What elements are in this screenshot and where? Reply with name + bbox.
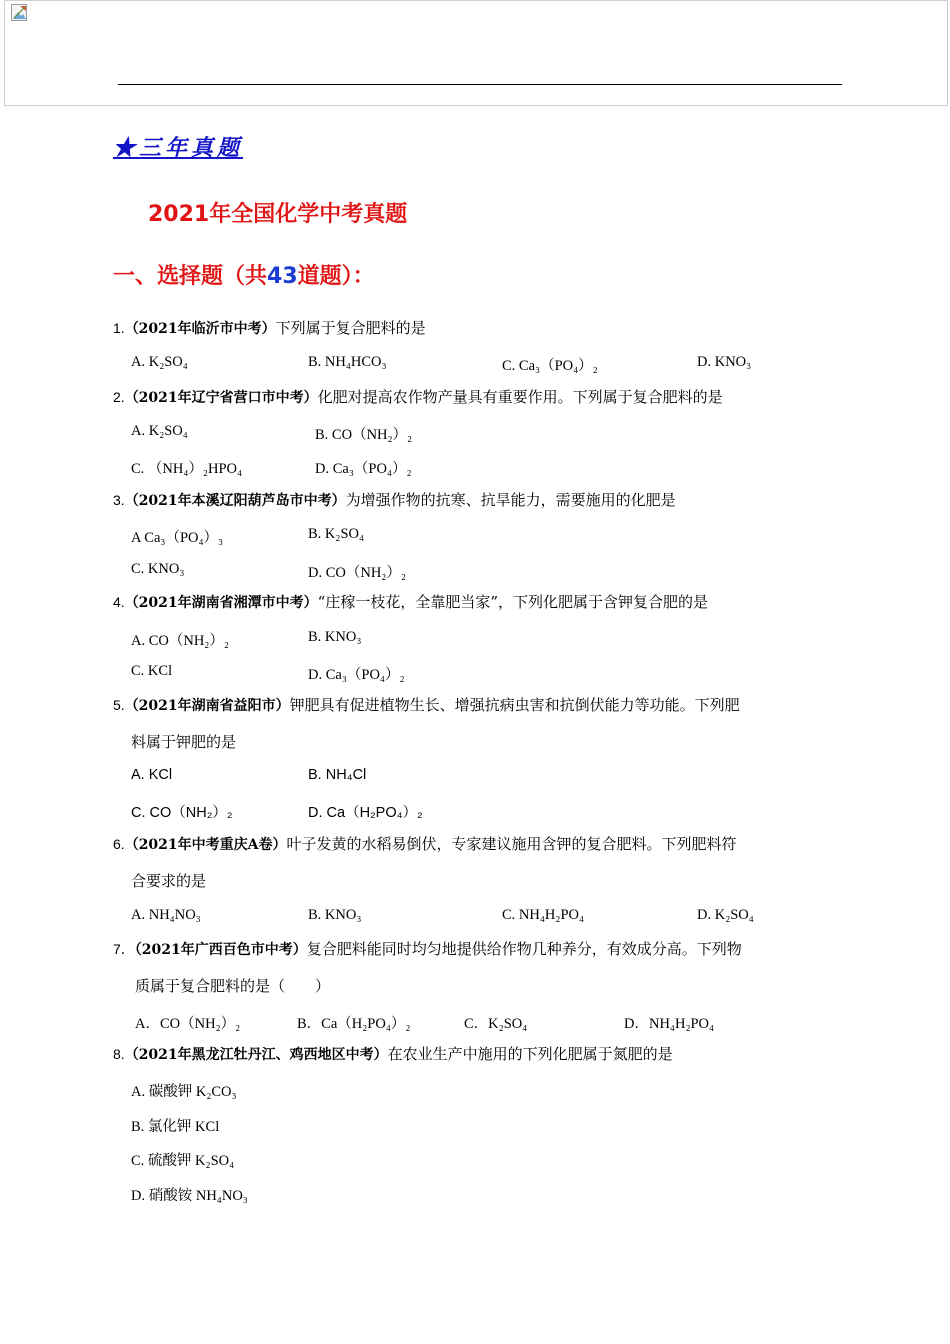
- question-source: （2021年本溪辽阳葫芦岛市中考）: [124, 493, 346, 509]
- option-c: C. KCl: [131, 663, 173, 679]
- part-title-prefix: 一、选择题（共: [113, 264, 268, 289]
- question-number: 6.: [113, 836, 125, 852]
- question-source: （2021年中考重庆A卷）: [124, 837, 287, 853]
- question-source: （2021年临沂市中考）: [124, 321, 276, 337]
- option-c: C. Ca₃（PO₄）₂: [502, 358, 598, 374]
- question-4: [113, 584, 708, 622]
- option-b: B. NH₄Cl: [308, 767, 367, 783]
- question-stem: 复合肥料能同时均匀地提供给作物几种养分，有效成分高。下列物: [306, 940, 742, 958]
- question-stem: 在农业生产中施用的下列化肥属于氮肥的是: [387, 1045, 673, 1063]
- option-a: A. K₂SO₄: [131, 354, 188, 370]
- question-stem-continued: 合要求的是: [131, 872, 207, 890]
- option-d: D．NH₄H₂PO₄: [624, 1016, 715, 1032]
- question-number: 5.: [113, 697, 125, 713]
- option-b: B. 氯化钾 KCl: [131, 1119, 220, 1135]
- option-b: B. NH₄HCO₃: [308, 354, 387, 370]
- option-d: D. Ca₃（PO₄）₂: [308, 667, 405, 683]
- question-stem-continued: 料属于钾肥的是: [131, 733, 237, 751]
- option-b: B. KNO₃: [308, 907, 362, 923]
- question-count: 43: [267, 264, 298, 289]
- question-8: [113, 1036, 673, 1074]
- header-rule: [118, 84, 842, 85]
- option-c: C. KNO₃: [131, 561, 185, 577]
- question-number: 2.: [113, 389, 125, 405]
- part-title: [113, 259, 375, 290]
- question-number: 4.: [113, 594, 125, 610]
- option-c: C．K₂SO₄: [464, 1016, 528, 1032]
- question-1: [113, 310, 426, 348]
- option-c: C. CO（NH₂）₂: [131, 805, 233, 821]
- question-stem-continued: 质属于复合肥料的是（ ）: [135, 977, 331, 995]
- option-b: B．Ca（H₂PO₄）₂: [297, 1016, 411, 1032]
- option-a: A. K₂SO₄: [131, 423, 188, 439]
- option-d: D. K₂SO₄: [697, 907, 754, 923]
- question-number: 1.: [113, 320, 125, 336]
- option-c: C. 硫酸钾 K₂SO₄: [131, 1153, 235, 1169]
- question-7: [113, 931, 742, 969]
- question-number: 8.: [113, 1046, 125, 1062]
- question-source: （2021年辽宁省营口市中考）: [124, 390, 318, 406]
- option-d: D. CO（NH₂）₂: [308, 565, 406, 581]
- option-d: D. Ca（H₂PO₄）₂: [308, 805, 423, 821]
- option-b: B. KNO₃: [308, 629, 362, 645]
- year-title: 2021年全国化学中考真题: [148, 202, 408, 227]
- page-header: [4, 0, 948, 106]
- option-d: D. KNO₃: [697, 354, 752, 370]
- question-stem: 为增强作物的抗寒、抗旱能力，需要施用的化肥是: [345, 491, 676, 509]
- section-tag: ★三年真题: [113, 135, 244, 161]
- question-stem: 叶子发黄的水稻易倒伏，专家建议施用含钾的复合肥料。下列肥料符: [286, 835, 737, 853]
- question-source: （2021年广西百色市中考）: [134, 942, 307, 958]
- question-stem: “庄稼一枝花，全靠肥当家”，下列化肥属于含钾复合肥的是: [317, 593, 708, 611]
- option-a: A. 碳酸钾 K₂CO₃: [131, 1084, 237, 1100]
- option-a: A. CO（NH₂）₂: [131, 633, 229, 649]
- option-b: B. K₂SO₄: [308, 526, 365, 542]
- option-a: A. NH₄NO₃: [131, 907, 201, 923]
- option-d: D. 硝酸铵 NH₄NO₃: [131, 1188, 248, 1204]
- option-c: C. （NH₄）₂HPO₄: [131, 461, 243, 477]
- option-a: A. KCl: [131, 767, 173, 783]
- question-6: [113, 826, 737, 864]
- question-5: [113, 687, 740, 725]
- question-stem: 化肥对提高农作物产量具有重要作用。下列属于复合肥料的是: [317, 388, 723, 406]
- option-b: B. CO（NH₂）₂: [315, 427, 413, 443]
- question-source: （2021年黑龙江牡丹江、鸡西地区中考）: [124, 1047, 388, 1063]
- option-a: A．CO（NH₂）₂: [135, 1016, 241, 1032]
- broken-image-icon: [11, 4, 28, 22]
- question-source: （2021年湖南省湘潭市中考）: [124, 595, 318, 611]
- part-title-suffix: 道题）：: [297, 264, 375, 289]
- question-number: 7．: [113, 941, 135, 957]
- option-c: C. NH₄H₂PO₄: [502, 907, 585, 923]
- question-2: [113, 379, 723, 417]
- option-d: D. Ca₃（PO₄）₂: [315, 461, 412, 477]
- question-stem: 下列属于复合肥料的是: [275, 319, 426, 337]
- question-3: [113, 482, 676, 520]
- question-stem: 钾肥具有促进植物生长、增强抗病虫害和抗倒伏能力等功能。下列肥: [289, 696, 740, 714]
- question-source: （2021年湖南省益阳市）: [124, 698, 290, 714]
- option-a: A Ca₃（PO₄）₃: [131, 530, 224, 546]
- question-number: 3.: [113, 492, 125, 508]
